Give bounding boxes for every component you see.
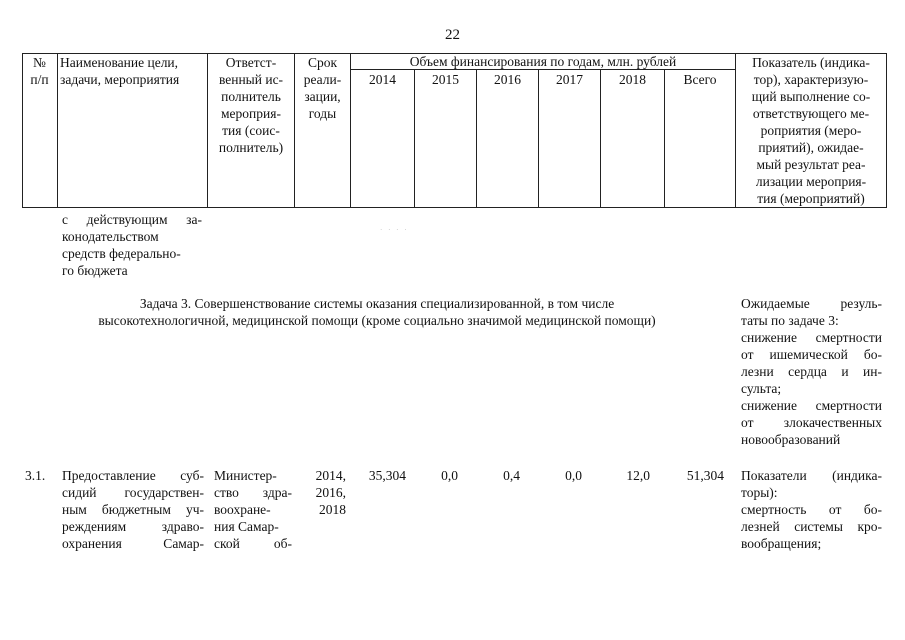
header-col-name-line: задачи, мероприятия xyxy=(60,72,180,87)
header-col-number-line: № xyxy=(33,55,46,70)
header-col-term xyxy=(295,54,350,122)
value-2016: 0,4 xyxy=(503,468,520,483)
row-indicator xyxy=(741,467,882,552)
header-year-2015: 2015 xyxy=(432,72,459,87)
continuation-line: конодательством xyxy=(62,229,159,244)
row-term-line: 2018 xyxy=(319,502,346,517)
header-col-indicator xyxy=(737,54,885,207)
task-3-results xyxy=(741,295,882,448)
page-number: 22 xyxy=(445,27,460,43)
row-indicator-line: лезней системы кро- xyxy=(741,519,882,534)
header-col-responsible-line: тия (соис- xyxy=(222,123,280,138)
header-col-responsible-line: полнитель) xyxy=(218,140,284,155)
header-col-name-line: Наименование цели, xyxy=(60,55,179,70)
continuation-line: с действующим за- xyxy=(62,212,202,227)
task-3-results-line: Ожидаемые резуль- xyxy=(741,296,882,311)
continuation-line: го бюджета xyxy=(62,263,128,278)
row-number: 3.1. xyxy=(25,468,46,483)
header-col-funding: Объем финансирования по годам, млн. рублей xyxy=(409,54,677,69)
header-col-term-line: зации, xyxy=(304,89,341,104)
scan-artifact: · · · · xyxy=(380,226,409,234)
row-indicator-line: вообращения; xyxy=(741,536,822,551)
header-total: Всего xyxy=(683,72,717,87)
row-term-line: 2014, xyxy=(315,468,346,483)
row-indicator-line: смертность от бо- xyxy=(741,502,882,517)
value-2015: 0,0 xyxy=(441,468,458,483)
header-year-2018: 2018 xyxy=(619,72,646,87)
task-3-results-line: новообразований xyxy=(741,432,841,447)
row-name xyxy=(62,467,204,552)
task-3-results-line: лезни сердца и ин- xyxy=(741,364,882,379)
row-responsible-line: воохране- xyxy=(214,502,271,517)
header-col-indicator-line: Показатель (индика- xyxy=(752,55,870,70)
header-col-term-line: реали- xyxy=(303,72,342,87)
task-3-title-line: Задача 3. Совершенствование системы оказания специализированной, в том числе xyxy=(139,296,615,311)
header-year-2017: 2017 xyxy=(556,72,583,87)
row-responsible-line: Министер- xyxy=(214,468,277,483)
header-col-responsible-line: венный ис- xyxy=(218,72,284,87)
task-3-results-line: таты по задаче 3: xyxy=(741,313,839,328)
row-responsible xyxy=(214,467,292,552)
task-3-results-line: сульта; xyxy=(741,381,782,396)
header-year-2014: 2014 xyxy=(369,72,396,87)
value-2014: 35,304 xyxy=(368,468,406,483)
row-name-line: реждениям здраво- xyxy=(62,519,204,534)
value-2017: 0,0 xyxy=(565,468,582,483)
value-total: 51,304 xyxy=(686,468,724,483)
header-col-responsible xyxy=(208,54,294,156)
value-2018: 12,0 xyxy=(626,468,650,483)
header-col-indicator-line: тор), характеризую- xyxy=(753,72,869,87)
header-col-indicator-line: ответствующего ме- xyxy=(752,106,870,121)
row-name-line: Предоставление суб- xyxy=(62,468,204,483)
row-term xyxy=(300,467,346,518)
header-col-term-line: годы xyxy=(308,106,337,121)
header-col-indicator-line: приятий), ожидае- xyxy=(758,140,864,155)
header-col-term-line: Срок xyxy=(307,55,338,70)
continuation-text xyxy=(62,211,202,279)
row-name-line: ным бюджетным уч- xyxy=(62,502,204,517)
row-name-line: сидий государствен- xyxy=(62,485,204,500)
header-col-name xyxy=(60,54,206,88)
header-col-indicator-line: щий выполнение со- xyxy=(751,89,871,104)
row-responsible-line: ской об- xyxy=(214,536,292,551)
row-name-line: охранения Самар- xyxy=(62,536,204,551)
header-col-responsible-line: полнитель xyxy=(221,89,281,104)
row-term-line: 2016, xyxy=(315,485,346,500)
header-col-number xyxy=(22,54,57,88)
header-col-responsible-line: мероприя- xyxy=(221,106,281,121)
header-col-indicator-line: лизации мероприя- xyxy=(755,174,867,189)
continuation-line: средств федерально- xyxy=(62,246,181,261)
task-3-results-line: снижение смертности xyxy=(741,330,882,345)
row-responsible-line: ство здра- xyxy=(214,485,292,500)
row-indicator-line: торы): xyxy=(741,485,778,500)
header-col-indicator-line: мый результат реа- xyxy=(756,157,866,172)
header-col-responsible-line: Ответст- xyxy=(225,55,277,70)
row-indicator-line: Показатели (индика- xyxy=(741,468,882,483)
header-col-indicator-line: тия (мероприятий) xyxy=(757,191,865,206)
task-3-results-line: снижение смертности xyxy=(741,398,882,413)
header-col-indicator-line: роприятия (меро- xyxy=(760,123,862,138)
task-3-results-line: от злокачественных xyxy=(741,415,882,430)
row-responsible-line: ния Самар- xyxy=(214,519,279,534)
header-year-2016: 2016 xyxy=(494,72,521,87)
task-3-results-line: от ишемической бо- xyxy=(741,347,882,362)
task-3-title-line: высокотехнологичной, медицинской помощи (кроме социально значимой медицинской помощи) xyxy=(98,313,656,328)
header-col-number-line: п/п xyxy=(30,72,49,87)
